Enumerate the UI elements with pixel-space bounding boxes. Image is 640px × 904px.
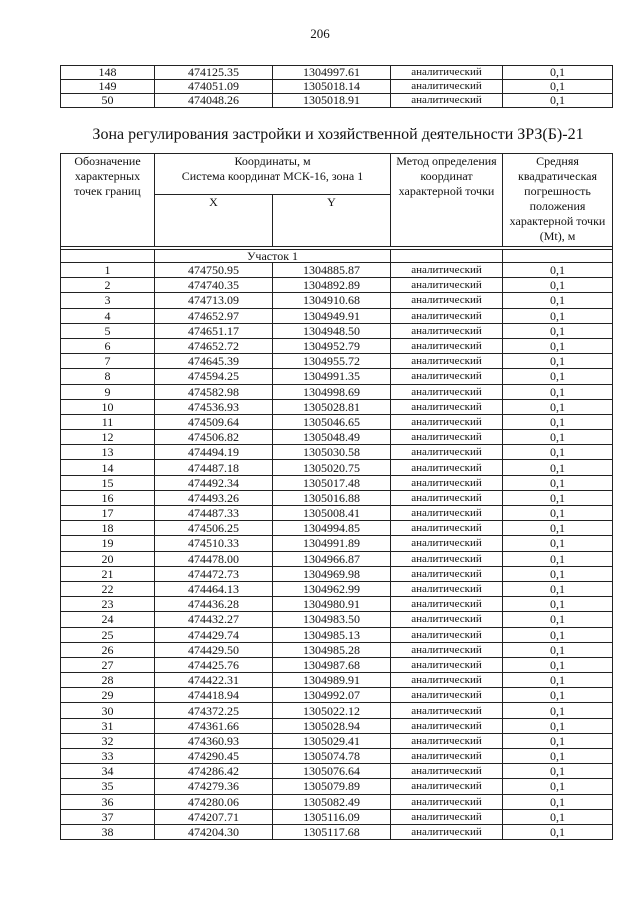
error-cell: 0,1 [503,354,613,369]
error-cell: 0,1 [503,551,613,566]
point-number-cell: 33 [61,749,155,764]
y-coordinate-cell: 1304994.85 [273,521,391,536]
point-number-cell: 1 [61,263,155,278]
header-coordinates-label: Координаты, м [234,154,311,168]
x-coordinate-cell: 474436.28 [155,597,273,612]
method-cell: аналитический [391,688,503,703]
point-number-cell: 21 [61,566,155,581]
table-row [61,627,613,642]
continued-coordinates-body [61,66,613,108]
y-coordinate-cell: 1305079.89 [273,779,391,794]
error-cell: 0,1 [503,733,613,748]
x-coordinate-cell: 474713.09 [155,293,273,308]
error-cell: 0,1 [503,749,613,764]
page-number: 206 [310,26,330,41]
point-number-cell: 31 [61,718,155,733]
table-row [61,581,613,596]
table-row [61,794,613,809]
point-number-cell: 15 [61,475,155,490]
x-coordinate-cell: 474360.93 [155,733,273,748]
method-cell: аналитический [391,445,503,460]
table-row [61,779,613,794]
y-coordinate-cell: 1305116.09 [273,809,391,824]
x-coordinate-cell: 474290.45 [155,749,273,764]
error-cell: 0,1 [503,323,613,338]
y-coordinate-cell: 1304885.87 [273,263,391,278]
y-coordinate-cell: 1305018.91 [273,94,391,108]
x-coordinate-cell: 474361.66 [155,718,273,733]
point-number-cell: 11 [61,414,155,429]
method-cell: аналитический [391,430,503,445]
error-cell: 0,1 [503,657,613,672]
x-coordinate-cell: 474279.36 [155,779,273,794]
y-coordinate-cell: 1304949.91 [273,308,391,323]
point-number-cell: 7 [61,354,155,369]
x-coordinate-cell: 474750.95 [155,263,273,278]
method-cell: аналитический [391,66,503,80]
y-coordinate-cell: 1305028.81 [273,399,391,414]
point-number-cell: 23 [61,597,155,612]
error-cell: 0,1 [503,490,613,505]
table-row [61,506,613,521]
y-coordinate-cell: 1304962.99 [273,581,391,596]
error-cell: 0,1 [503,430,613,445]
table-row [61,445,613,460]
method-cell: аналитический [391,521,503,536]
table-row [61,688,613,703]
y-coordinate-cell: 1304948.50 [273,323,391,338]
x-coordinate-cell: 474418.94 [155,688,273,703]
y-coordinate-cell: 1305117.68 [273,824,391,839]
table-row [61,733,613,748]
method-cell: аналитический [391,657,503,672]
error-cell: 0,1 [503,521,613,536]
table-row [61,597,613,612]
point-number-cell: 9 [61,384,155,399]
point-number-cell: 28 [61,673,155,688]
error-cell: 0,1 [503,80,613,94]
y-coordinate-cell: 1305022.12 [273,703,391,718]
x-coordinate-cell: 474740.35 [155,278,273,293]
y-coordinate-cell: 1304910.68 [273,293,391,308]
zone-coordinates-body [61,247,613,840]
method-cell: аналитический [391,80,503,94]
section-row [61,250,613,263]
method-cell: аналитический [391,369,503,384]
point-number-cell: 30 [61,703,155,718]
x-coordinate-cell: 474651.17 [155,323,273,338]
error-cell: 0,1 [503,597,613,612]
error-cell: 0,1 [503,673,613,688]
y-coordinate-cell: 1304966.87 [273,551,391,566]
error-cell: 0,1 [503,764,613,779]
table-row [61,764,613,779]
x-coordinate-cell: 474493.26 [155,490,273,505]
table-row [61,323,613,338]
table-row [61,536,613,551]
point-number-cell: 35 [61,779,155,794]
method-cell: аналитический [391,627,503,642]
point-number-cell: 17 [61,506,155,521]
point-number-cell: 26 [61,642,155,657]
y-coordinate-cell: 1305030.58 [273,445,391,460]
y-coordinate-cell: 1304983.50 [273,612,391,627]
table-row [61,263,613,278]
error-cell: 0,1 [503,627,613,642]
error-cell: 0,1 [503,384,613,399]
method-cell: аналитический [391,718,503,733]
table-row [61,414,613,429]
x-coordinate-cell: 474536.93 [155,399,273,414]
error-cell: 0,1 [503,263,613,278]
point-number-cell: 38 [61,824,155,839]
point-number-cell: 4 [61,308,155,323]
x-coordinate-cell: 474464.13 [155,581,273,596]
x-coordinate-cell: 474048.26 [155,94,273,108]
error-cell: 0,1 [503,338,613,353]
point-number-cell: 29 [61,688,155,703]
point-number-cell: 12 [61,430,155,445]
method-cell: аналитический [391,460,503,475]
y-coordinate-cell: 1305008.41 [273,506,391,521]
error-cell: 0,1 [503,688,613,703]
point-number-cell: 22 [61,581,155,596]
error-cell: 0,1 [503,445,613,460]
x-coordinate-cell: 474594.25 [155,369,273,384]
x-coordinate-cell: 474494.19 [155,445,273,460]
y-coordinate-cell: 1305048.49 [273,430,391,445]
zone-coordinates-table [60,153,613,840]
table-row [61,369,613,384]
table-row [61,399,613,414]
error-cell: 0,1 [503,66,613,80]
method-cell: аналитический [391,642,503,657]
error-cell: 0,1 [503,779,613,794]
method-cell: аналитический [391,399,503,414]
x-coordinate-cell: 474478.00 [155,551,273,566]
y-coordinate-cell: 1305029.41 [273,733,391,748]
method-cell: аналитический [391,263,503,278]
y-coordinate-cell: 1305082.49 [273,794,391,809]
header-y: Y [273,195,391,247]
error-cell: 0,1 [503,94,613,108]
point-number-cell: 19 [61,536,155,551]
y-coordinate-cell: 1304992.07 [273,688,391,703]
x-coordinate-cell: 474652.97 [155,308,273,323]
table-header [61,154,613,247]
table-row [61,66,613,80]
header-error: Средняя квадратическая погрешность положения характерной точки (Mt), м [503,154,613,247]
table-row [61,308,613,323]
point-number-cell: 27 [61,657,155,672]
method-cell: аналитический [391,414,503,429]
error-cell: 0,1 [503,809,613,824]
x-coordinate-cell: 474125.35 [155,66,273,80]
error-cell: 0,1 [503,308,613,323]
y-coordinate-cell: 1305076.64 [273,764,391,779]
table-row [61,642,613,657]
y-coordinate-cell: 1305046.65 [273,414,391,429]
table-row [61,824,613,839]
method-cell: аналитический [391,612,503,627]
x-coordinate-cell: 474422.31 [155,673,273,688]
table-row [61,80,613,94]
y-coordinate-cell: 1305018.14 [273,80,391,94]
method-cell: аналитический [391,824,503,839]
point-number-cell: 2 [61,278,155,293]
table-row [61,566,613,581]
y-coordinate-cell: 1304991.89 [273,536,391,551]
error-cell: 0,1 [503,794,613,809]
point-number-cell: 6 [61,338,155,353]
method-cell: аналитический [391,94,503,108]
point-number-cell: 37 [61,809,155,824]
method-cell: аналитический [391,338,503,353]
table-row [61,475,613,490]
error-cell: 0,1 [503,278,613,293]
table-row [61,94,613,108]
point-number-cell: 16 [61,490,155,505]
x-coordinate-cell: 474280.06 [155,794,273,809]
x-coordinate-cell: 474432.27 [155,612,273,627]
x-coordinate-cell: 474492.34 [155,475,273,490]
table-row [61,338,613,353]
y-coordinate-cell: 1304997.61 [273,66,391,80]
method-cell: аналитический [391,551,503,566]
method-cell: аналитический [391,490,503,505]
y-coordinate-cell: 1305020.75 [273,460,391,475]
x-coordinate-cell: 474509.64 [155,414,273,429]
method-cell: аналитический [391,384,503,399]
y-coordinate-cell: 1305017.48 [273,475,391,490]
y-coordinate-cell: 1304991.35 [273,369,391,384]
error-cell: 0,1 [503,612,613,627]
point-number-cell: 50 [61,94,155,108]
point-number-cell: 25 [61,627,155,642]
y-coordinate-cell: 1304989.91 [273,673,391,688]
y-coordinate-cell: 1304892.89 [273,278,391,293]
table-row [61,293,613,308]
y-coordinate-cell: 1304980.91 [273,597,391,612]
x-coordinate-cell: 474582.98 [155,384,273,399]
method-cell: аналитический [391,566,503,581]
y-coordinate-cell: 1304985.13 [273,627,391,642]
y-coordinate-cell: 1305016.88 [273,490,391,505]
table-row [61,809,613,824]
x-coordinate-cell: 474506.25 [155,521,273,536]
table-row [61,460,613,475]
x-coordinate-cell: 474207.71 [155,809,273,824]
header-x: X [155,195,273,247]
header-coordinate-system: Система координат МСК-16, зона 1 [181,169,364,183]
method-cell: аналитический [391,673,503,688]
table-row [61,430,613,445]
method-cell: аналитический [391,703,503,718]
error-cell: 0,1 [503,475,613,490]
error-cell: 0,1 [503,536,613,551]
method-cell: аналитический [391,293,503,308]
section-label: Участок 1 [155,250,391,263]
y-coordinate-cell: 1304985.28 [273,642,391,657]
method-cell: аналитический [391,506,503,521]
method-cell: аналитический [391,597,503,612]
y-coordinate-cell: 1304955.72 [273,354,391,369]
table-row [61,551,613,566]
method-cell: аналитический [391,733,503,748]
point-number-cell: 34 [61,764,155,779]
error-cell: 0,1 [503,414,613,429]
error-cell: 0,1 [503,460,613,475]
point-number-cell: 32 [61,733,155,748]
table-row [61,718,613,733]
point-number-cell: 10 [61,399,155,414]
point-number-cell: 5 [61,323,155,338]
method-cell: аналитический [391,749,503,764]
error-cell: 0,1 [503,399,613,414]
error-cell: 0,1 [503,581,613,596]
point-number-cell: 8 [61,369,155,384]
x-coordinate-cell: 474645.39 [155,354,273,369]
method-cell: аналитический [391,475,503,490]
error-cell: 0,1 [503,506,613,521]
y-coordinate-cell: 1305028.94 [273,718,391,733]
y-coordinate-cell: 1304969.98 [273,566,391,581]
table-row [61,703,613,718]
table-row [61,657,613,672]
point-number-cell: 18 [61,521,155,536]
x-coordinate-cell: 474487.18 [155,460,273,475]
method-cell: аналитический [391,764,503,779]
error-cell: 0,1 [503,642,613,657]
method-cell: аналитический [391,809,503,824]
error-cell: 0,1 [503,718,613,733]
table-row [61,490,613,505]
table-row [61,384,613,399]
point-number-cell: 24 [61,612,155,627]
error-cell: 0,1 [503,824,613,839]
method-cell: аналитический [391,323,503,338]
error-cell: 0,1 [503,369,613,384]
x-coordinate-cell: 474506.82 [155,430,273,445]
y-coordinate-cell: 1304952.79 [273,338,391,353]
x-coordinate-cell: 474510.33 [155,536,273,551]
point-number-cell: 13 [61,445,155,460]
x-coordinate-cell: 474472.73 [155,566,273,581]
table-row [61,354,613,369]
point-number-cell: 149 [61,80,155,94]
method-cell: аналитический [391,536,503,551]
zone-title: Зона регулирования застройки и хозяйственной деятельности ЗРЗ(Б)-21 [92,126,584,143]
error-cell: 0,1 [503,703,613,718]
x-coordinate-cell: 474429.50 [155,642,273,657]
error-cell: 0,1 [503,566,613,581]
point-number-cell: 14 [61,460,155,475]
x-coordinate-cell: 474429.74 [155,627,273,642]
point-number-cell: 36 [61,794,155,809]
x-coordinate-cell: 474286.42 [155,764,273,779]
header-point-designation: Обозначение характерных точек границ [61,154,155,247]
method-cell: аналитический [391,794,503,809]
method-cell: аналитический [391,308,503,323]
y-coordinate-cell: 1305074.78 [273,749,391,764]
y-coordinate-cell: 1304987.68 [273,657,391,672]
table-row [61,278,613,293]
continued-coordinates-table [60,65,613,108]
header-method: Метод определения координат характерной точки [391,154,503,247]
x-coordinate-cell: 474372.25 [155,703,273,718]
x-coordinate-cell: 474051.09 [155,80,273,94]
x-coordinate-cell: 474425.76 [155,657,273,672]
point-number-cell: 3 [61,293,155,308]
header-coordinates [155,154,391,195]
method-cell: аналитический [391,581,503,596]
table-row [61,612,613,627]
error-cell: 0,1 [503,293,613,308]
method-cell: аналитический [391,278,503,293]
point-number-cell: 20 [61,551,155,566]
table-row [61,749,613,764]
x-coordinate-cell: 474204.30 [155,824,273,839]
x-coordinate-cell: 474652.72 [155,338,273,353]
table-row [61,673,613,688]
table-row [61,521,613,536]
point-number-cell: 148 [61,66,155,80]
method-cell: аналитический [391,779,503,794]
y-coordinate-cell: 1304998.69 [273,384,391,399]
x-coordinate-cell: 474487.33 [155,506,273,521]
method-cell: аналитический [391,354,503,369]
